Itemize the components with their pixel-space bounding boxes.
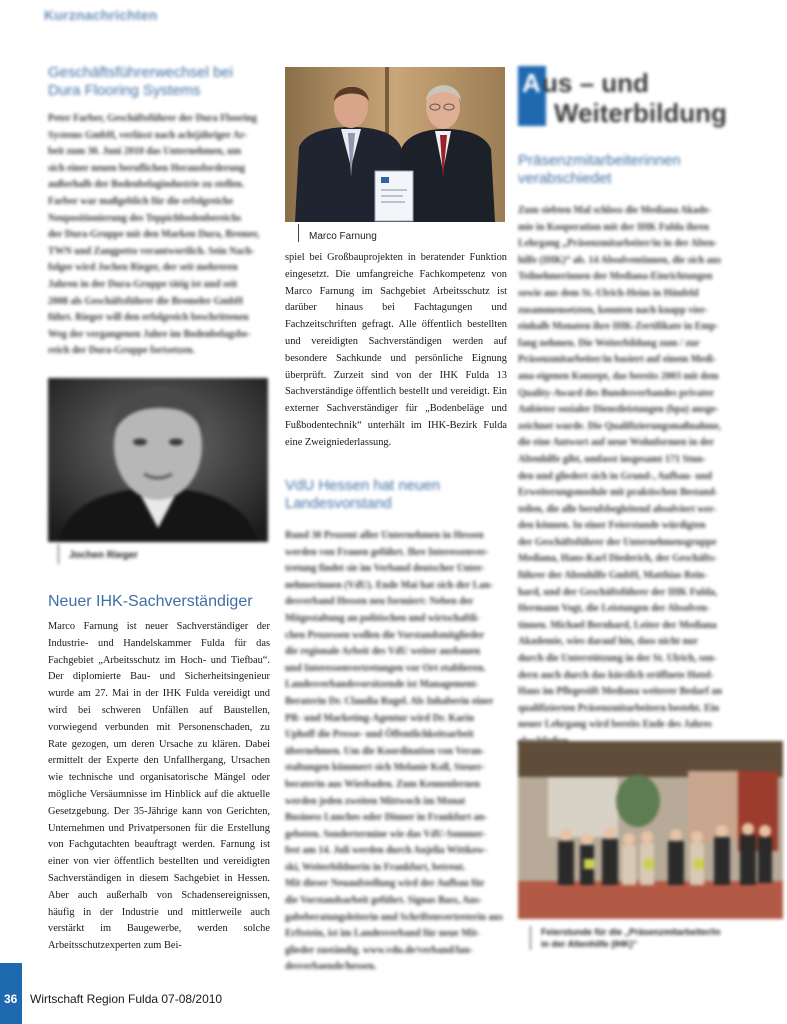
right-article-line: führer der Altenhilfe GmbH, Matthias Rein- bbox=[518, 570, 708, 582]
left-article bbox=[48, 64, 268, 360]
group-photo-image bbox=[518, 741, 783, 919]
vdu-article-line: übernehmen. Um die Koordination von Veran- bbox=[285, 745, 485, 757]
right-article-line: tinnen. Michael Bernhard, Leiter der Mediana bbox=[518, 619, 717, 631]
portrait-jochen-rieger-image bbox=[48, 378, 268, 542]
right-article-line: sowie aus dem St.-Ulrich-Heim in Hünfeld bbox=[518, 287, 699, 299]
left-article-line: außerhalb der Bodenbelagindustrie zu stellen. bbox=[48, 179, 245, 191]
right-article-line: den und gliedert sich in Grund-, Aufbau- und bbox=[518, 470, 712, 482]
left-article-line: führt. Rieger will den erfolgreich beschrittenen bbox=[48, 312, 249, 324]
right-article-line: Lehrgang „Präsenzmitarbeiter/in in der Alten- bbox=[518, 238, 718, 250]
left-article-line: Neupositionierung des Teppichbodenbereichs bbox=[48, 212, 242, 224]
photo-marco-farnung bbox=[285, 67, 505, 222]
vdu-article-line: staltungen kümmert sich Melanie Koll, Steuer- bbox=[285, 762, 485, 774]
banner-title-line2: Weiterbildung bbox=[554, 98, 727, 128]
vdu-article-line: chen Prozessen wollen die Vorstandsmitglieder bbox=[285, 629, 485, 641]
vdu-article-line: Landesverbandsvorsitzende ist Management- bbox=[285, 679, 479, 691]
right-article-line: einhalb Monaten ihre IHK-Zertifikate in Emp- bbox=[518, 321, 719, 333]
right-article-line: die eine Antwort auf neue Wohnformen in der bbox=[518, 437, 715, 449]
vdu-article-line: gabeberatungsleiterin und Schriftenvertreterin aus bbox=[285, 911, 503, 923]
right-article-line: hilfe (IHK)“ ab. 14 Absolventinnen, die sich aus bbox=[518, 254, 722, 266]
main-article-col1 bbox=[48, 619, 270, 955]
vdu-article-line: werden von Frauen geführt. Ihre Interessenver- bbox=[285, 546, 489, 558]
right-article-line: mie in Kooperation mit der IHK Fulda ihren bbox=[518, 221, 710, 233]
vdu-article-headline: VdU Hessen hat neuen Landesvorstand bbox=[285, 477, 441, 512]
right-article bbox=[518, 152, 758, 751]
right-article-headline: Präsenzmitarbeiterinnen verabschiedet bbox=[518, 152, 681, 187]
vdu-article-line: Erftstein, ist im Landesverband für neue Mit- bbox=[285, 928, 481, 940]
main-article-col1-text: Marco Farnung ist neuer Sachverständiger der Industrie- und Handelskammer Fulda für das Fachgebiet „Arbeitsschutz im Hoch- und Tiefbau“. Der diplomierte Bau- und Sicherheitsingenieur wurde am 27. Mai in der IHK Fulda vereidigt und wird bei schweren Unfällen auf Baustellen, vorwiegend verbunden mit Personenschaden, zu Rate gezogen, um deren Ursache zu klären. Dabei ermittelt der Experte den Unfallhergang, Ursachen wie technische und organisatorische Mängel oder mögliche Versäumnisse im Hinblick auf die aktuelle Gesetzgebung. Der 35-Jährige kann von Gerichten, Unternehmen und Privatpersonen für die Erstellung von Fachgutachten beauftragt werden. Farnung ist einer von vier öffentlich bestellten und vereidigten Sachverständigen in diesem Sachgebiet in Hessen. Aber auch außerhalb von Schadensereignissen, häufig in der Industrie und mittlerweile auch verstärkt im Baugewerbe, werden solche Arbeitsschutzexperten zum Bei- bbox=[48, 621, 270, 952]
group-photo-caption-line2: in der Altenhilfe (IHK)“ bbox=[541, 939, 638, 949]
left-article-line: TWN und Zangpetto verantwortlich. Sein Nach- bbox=[48, 245, 255, 257]
right-article-line: teilen, die alle berufsbegleitend absolviert wer- bbox=[518, 503, 717, 515]
vdu-article-line: Business Lunches oder Dinner in Frankfurt an- bbox=[285, 812, 488, 824]
vdu-article-line: nehmerinnen (VdU). Ende Mai hat sich der Lan- bbox=[285, 579, 494, 591]
vdu-article-line: geboten. Sondertermine wie das VdU-Sommer- bbox=[285, 828, 486, 840]
left-article-line: beit zum 30. Juni 2010 das Unternehmen, um bbox=[48, 146, 242, 158]
vdu-article-line: ski, Weiterbildnerin in Frankfurt, betreut. bbox=[285, 861, 466, 873]
right-article-line: den können. In einer Feierstunde würdigten bbox=[518, 520, 706, 532]
right-article-line: Anbieter sozialer Dienstleistungen (bpa) ausge- bbox=[518, 404, 719, 416]
right-article-line: zusammensetzten, konnten nach knapp vier- bbox=[518, 304, 708, 316]
right-article-line: zeichnet wurde. Die Qualifizierungsmaßnahme, bbox=[518, 420, 722, 432]
right-article-line: Präsenzmitarbeiter/in basiert auf einem Medi- bbox=[518, 354, 717, 366]
vdu-article-line: beraterin aus Wiesbaden. Zum Kennenlernen bbox=[285, 778, 480, 790]
left-article-line: 2008 als Geschäftsführer die Bremeler GmbH bbox=[48, 295, 244, 307]
right-article-line: ana-eigenen Konzept, das bereits 2003 mit dem bbox=[518, 370, 719, 382]
right-article-line: Hermann Vogt, die Leistungen der Absolven- bbox=[518, 603, 711, 615]
vdu-article-line: und Interessenvertretungen vor Ort etablieren. bbox=[285, 662, 486, 674]
left-article-line: Weg der vergangenen Jahre im Bodenbelagsbe- bbox=[48, 328, 251, 340]
right-article-line: Altenhilfe gibt, umfasst insgesamt 171 Stun- bbox=[518, 453, 706, 465]
vdu-article-line: die Vorstandsarbeit geführt. Signas Bass, Aus- bbox=[285, 895, 482, 907]
left-article-line: Farber war maßgeblich für die erfolgreiche bbox=[48, 195, 234, 207]
right-article-line: neuer Lehrgang wird bereits Ende des Jahres bbox=[518, 719, 712, 731]
left-article-line: sich einer neuen beruflichen Herausforderung bbox=[48, 162, 246, 174]
portrait-caption-jochen-rieger: Jochen Rieger bbox=[58, 544, 138, 564]
vdu-article-line: die regionale Arbeit des VdU weiter ausbauen bbox=[285, 646, 481, 658]
right-article-line: qualifizierten Präsenzmitarbeitern besteht. Ein bbox=[518, 702, 720, 714]
left-article-line: reich der Dura-Gruppe fortsetzen. bbox=[48, 345, 195, 357]
right-article-line: Akademie, wies darauf hin, dass nicht nur bbox=[518, 636, 699, 648]
left-article-line: folger wird Jochen Rieger, der seit mehreren bbox=[48, 262, 238, 274]
group-photo-caption bbox=[530, 926, 721, 950]
portrait-jochen-rieger bbox=[48, 378, 268, 542]
left-article-line: der Dura-Gruppe mit den Marken Dura, Bremer, bbox=[48, 229, 260, 241]
photo-caption-marco-farnung: Marco Farnung bbox=[298, 224, 377, 242]
group-photo-caption-line1: Feierstunde für die „Präsenzmitarbeiter/in bbox=[541, 927, 721, 937]
vdu-article-line: PR- und Marketing-Agentur wird Dr. Karin bbox=[285, 712, 474, 724]
left-article-headline: Geschäftsführerwechsel bei Dura Flooring Systems bbox=[48, 64, 234, 99]
photo-marco-farnung-image bbox=[285, 67, 505, 222]
right-article-line: Haus im Pflegestift Mediana weiterer Bedarf an bbox=[518, 686, 723, 698]
right-article-line: fang nehmen. Die Weiterbildung zum / zur bbox=[518, 337, 700, 349]
left-article-line: Peter Farber, Geschäftsführer der Dura Flooring bbox=[48, 113, 257, 124]
vdu-article-line: tretung findet sie im Verband deutscher Unter- bbox=[285, 563, 485, 575]
publication-name: Wirtschaft Region Fulda 07-08/2010 bbox=[30, 992, 223, 1006]
left-article-line: Systems GmbH, verlässt nach achtjähriger Ar- bbox=[48, 129, 248, 141]
vdu-article-line: Beraterin Dr. Claudia Rugel. Als Inhaberin einer bbox=[285, 695, 494, 707]
vdu-article-line: desverbaende/hessen. bbox=[285, 961, 377, 973]
vdu-article-line: glieder zuständig. www.vdu.de/verband/lan- bbox=[285, 944, 473, 956]
right-article-line: dern auch durch das kürzlich eröffnete Hotel- bbox=[518, 669, 714, 681]
banner-letter: A bbox=[522, 68, 541, 98]
right-article-line: Zum siebten Mal schloss die Mediana Akade- bbox=[518, 205, 712, 216]
group-photo bbox=[518, 741, 783, 919]
vdu-article-line: fest am 14. Juli werden durch Anjelia Wittkow- bbox=[285, 845, 488, 857]
left-article-body bbox=[48, 111, 268, 360]
vdu-article-line: Uphoff die Presse- und Öffentlichkeitsarbeit bbox=[285, 729, 474, 741]
vdu-article-line: Mitgestaltung an politischen und wirtschaftli- bbox=[285, 612, 481, 624]
aus-und-weiterbildung-banner bbox=[518, 66, 758, 130]
vdu-article-line: Rund 30 Prozent aller Unternehmen in Hessen bbox=[285, 530, 484, 541]
left-article-line: Jahren in der Dura-Gruppe tätig ist und seit bbox=[48, 278, 238, 290]
right-article-line: Erweiterungsmodule mit praktischen Bestand- bbox=[518, 487, 718, 499]
vdu-article-line: desverband Hessen neu formiert: Neben der bbox=[285, 596, 474, 608]
right-article-line: der Geschäftsführer der Unternehmensgruppe bbox=[518, 536, 717, 548]
vdu-article bbox=[285, 477, 507, 976]
main-article-col2-text: spiel bei Großbauprojekten in beratender Funktion eingesetzt. Die umfangreiche Fachkompetenz von Marco Farnung im Sachgebiet Arbeitsschutz ist darüber hinaus bei Fachtagungen und Fachzeitschriften gefragt. Alle öffentlich bestellten und vereidigten Sachverständigen werden auf besondere Sachkunde und persönliche Eignung überprüft. Zurzeit sind von der IHK Fulda 13 Sachverständige öffentlich bestellt und vereidigt. Ein externer Sachverständiger für „Bodenbeläge und Fußbodentechnik“ unterhält im IHK-Bezirk Fulda eine Zweigniederlassung. bbox=[285, 252, 507, 448]
main-article-headline: Neuer IHK-Sachverständiger bbox=[48, 593, 253, 610]
right-article-line: Quality-Award des Bundesverbandes privater bbox=[518, 387, 715, 399]
vdu-article-line: werden jeden zweiten Mittwoch im Monat bbox=[285, 795, 466, 807]
vdu-article-line: Mit dieser Neuaufstellung wird der Aufbau für bbox=[285, 878, 485, 890]
right-article-line: durch die Unterstützung in der St. Ulrich, son- bbox=[518, 653, 717, 665]
banner-title-line1: us – und bbox=[542, 68, 649, 98]
right-article-line: Mediana, Hans-Karl Diederich, der Geschäfts- bbox=[518, 553, 718, 565]
right-article-body bbox=[518, 203, 758, 751]
main-article-col2 bbox=[285, 250, 507, 452]
page-number: 36 bbox=[4, 992, 18, 1006]
section-tag: Kurznachrichten bbox=[44, 7, 158, 23]
right-article-line: hard, und der Geschäftsführer der IHK Fulda, bbox=[518, 586, 718, 598]
right-article-line: Teilnehmerinnen der Mediana-Einrichtungen bbox=[518, 271, 713, 283]
vdu-article-body bbox=[285, 528, 507, 976]
